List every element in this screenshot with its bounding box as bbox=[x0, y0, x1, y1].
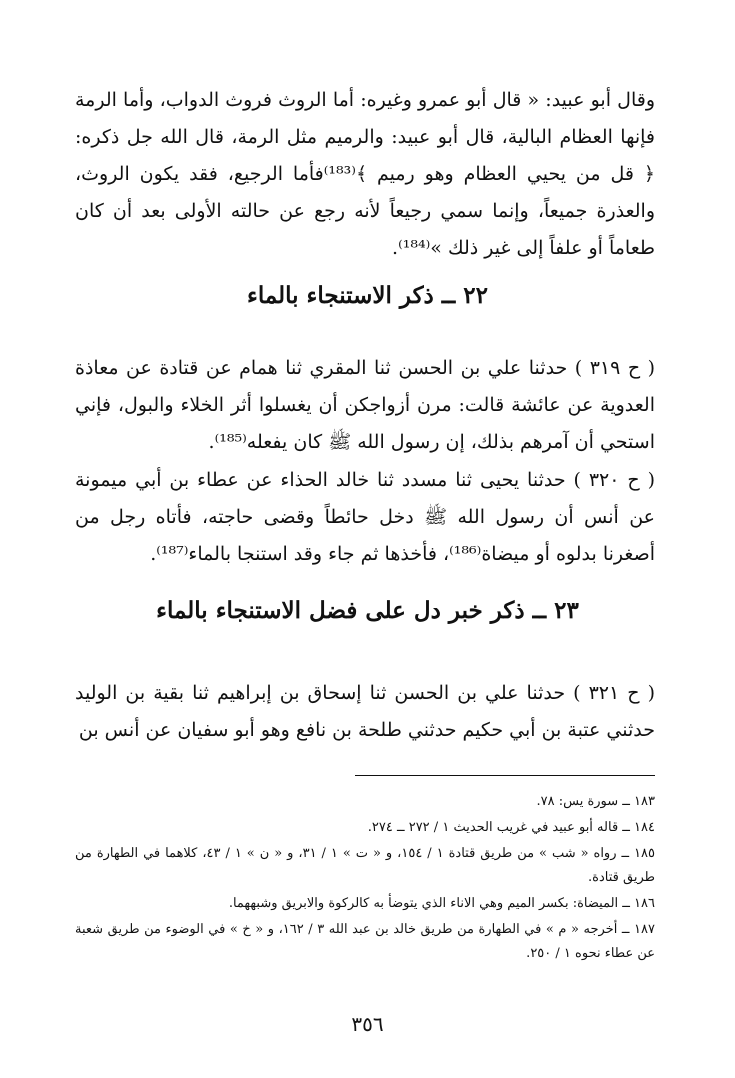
footnote-186: ١٨٦ ــ الميضاة: بكسر الميم وهي الاناء الذي يتوضأ به كالركوة والابريق وشبههما. bbox=[228, 896, 655, 911]
paragraph-abu-ubayd: وقال أبو عبيد: « قال أبو عمرو وغيره: أما الروث فروث الدواب، وأما الرمة فإنها العظام البالية، قال أبو عبيد: والرميم مثل الرمة، قال الله جل ذكره: ﴿ قل من يحيي العظام وهو رميم ﴾⁽¹⁸³⁾فأما الرجيع، فقد يكون الروث، والعذرة جميعاً، وإنما سمي رجيعاً لأنه رجع عن حالته الأولى بعد أن كان طعاماً أو علفاً إلى غير ذلك »⁽¹⁸⁴⁾. bbox=[75, 89, 655, 259]
footnote-185: ١٨٥ ــ رواه « شب » من طريق قتادة ١ / ١٥٤، و « ت » ١ / ٣١، و « ن » ١ / ٤٣، كلاهما في الطهارة من طريق قتادة. bbox=[75, 846, 655, 885]
footnote-187: ١٨٧ ــ أخرجه « م » في الطهارة من طريق خالد بن عبد الله ٣ / ١٦٢، و « خ » في الوضوء من طريق شعبة عن عطاء نحوه ١ / ٢٥٠. bbox=[75, 922, 655, 961]
section-heading-22: ٢٢ ــ ذكر الاستنجاء بالماء bbox=[247, 282, 488, 309]
footnote-184: ١٨٤ ــ قاله أبو عبيد في غريب الحديث ١ / ٢٧٢ ــ ٢٧٤. bbox=[367, 820, 655, 835]
footnote-separator bbox=[355, 775, 655, 776]
footnote-183: ١٨٣ ــ سورة يس: ٧٨. bbox=[536, 794, 655, 809]
footnotes bbox=[75, 790, 655, 968]
page-number: ٣٥٦ bbox=[351, 1012, 384, 1036]
section-heading-23: ٢٣ ــ ذكر خبر دل على فضل الاستنجاء بالماء bbox=[156, 597, 579, 624]
hadith-320: ( ح ٣٢٠ ) حدثنا يحيى ثنا مسدد ثنا خالد الحذاء عن عطاء بن أبي ميمونة عن أنس أن رسول الله ﷺ دخل حائطاً وقضى حاجته، فأتاه رجل من أصغرنا بدلوه أو ميضاة⁽¹⁸⁶⁾، فأخذها ثم جاء وقد استنجا بالماء⁽¹⁸⁷⁾. bbox=[75, 469, 655, 565]
hadith-319: ( ح ٣١٩ ) حدثنا علي بن الحسن ثنا المقري ثنا همام عن قتادة عن معاذة العدوية عن عائشة قالت: مرن أزواجكن أن يغسلوا أثر الخلاء والبول، فإني استحي أن آمرهم بذلك، إن رسول الله ﷺ كان يفعله⁽¹⁸⁵⁾. bbox=[75, 357, 655, 453]
hadith-321: ( ح ٣٢١ ) حدثنا علي بن الحسن ثنا إسحاق بن إبراهيم ثنا بقية بن الوليد حدثني عتبة بن أبي حكيم حدثني طلحة بن نافع وهو أبو سفيان عن أنس بن bbox=[75, 682, 655, 741]
